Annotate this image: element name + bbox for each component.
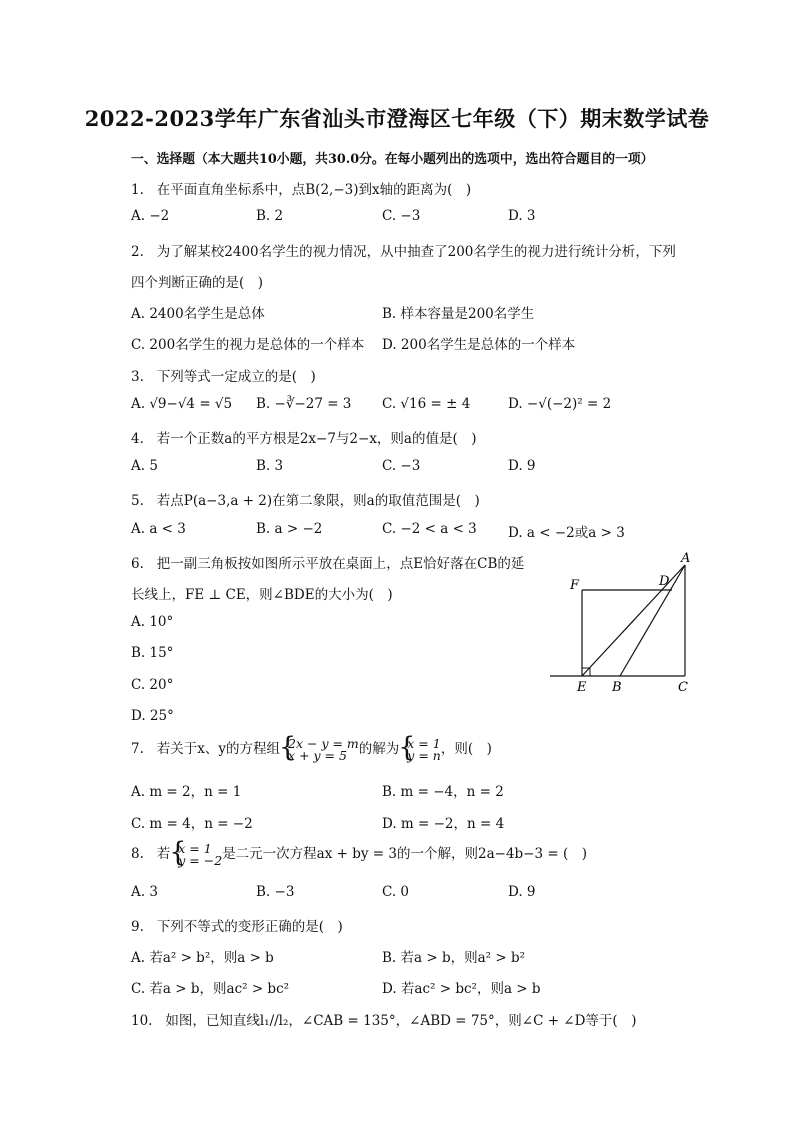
option-c: C. 若a > b，则ac² > bc²	[131, 981, 290, 997]
option-b: B. −3	[256, 884, 295, 900]
option-b: B. m = −4，n = 2	[382, 784, 504, 800]
question-number: 6.	[131, 556, 144, 572]
question-5	[131, 489, 480, 509]
question-6	[131, 552, 524, 572]
question-number: 8.	[131, 846, 144, 862]
solution-system: { x = 1 y = n	[399, 738, 441, 762]
question-number: 3.	[131, 369, 144, 385]
question-4	[131, 427, 477, 447]
option-c: C. m = 4，n = −2	[131, 816, 253, 832]
option-b: B. 样本容量是200名学生	[382, 306, 535, 322]
side-ea	[582, 565, 685, 676]
side-ba	[620, 565, 685, 676]
option-d: D. −√(−2)² = 2	[508, 396, 612, 412]
question-number: 7.	[131, 741, 144, 757]
page-title: 2022-2023学年广东省汕头市澄海区七年级（下）期末数学试卷	[84, 106, 710, 131]
option-a: A. 5	[131, 458, 158, 474]
option-d: D. a < −2或a > 3	[508, 525, 625, 541]
option-b: B. 若a > b，则a² > b²	[382, 950, 525, 966]
label-f: F	[570, 578, 580, 593]
option-d: D. 3	[508, 208, 536, 224]
option-d: D. 200名学生是总体的一个样本	[382, 337, 576, 353]
label-d: D	[659, 574, 670, 589]
option-d: D. 9	[508, 458, 536, 474]
option-b: B. a > −2	[256, 521, 323, 537]
question-text: 若	[156, 846, 171, 862]
solution-system: { x = 1 y = −2	[170, 843, 222, 867]
question-number: 1.	[131, 182, 144, 198]
question-text-tail: 是二元一次方程ax + by = 3的一个解，则2a−4b−3 = ( )	[222, 846, 588, 862]
option-d: D. m = −2，n = 4	[382, 816, 505, 832]
triangle-figure	[545, 548, 705, 698]
question-text: 若关于x、y的方程组	[156, 741, 281, 757]
option-a: A. 3	[131, 884, 158, 900]
option-b: B. 2	[256, 208, 284, 224]
option-a: A. 若a² > b²，则a > b	[131, 950, 274, 966]
question-number: 10.	[131, 1013, 153, 1029]
label-b: B	[612, 680, 622, 695]
option-b: B. −∛−27 = 3	[256, 396, 352, 412]
question-text: 下列等式一定成立的是( )	[156, 369, 316, 385]
option-a: A. 2400名学生是总体	[131, 306, 265, 322]
label-a: A	[681, 551, 691, 566]
equation-system: { 2x − y = m x + y = 5	[280, 738, 359, 762]
question-number: 5.	[131, 493, 144, 509]
question-2	[131, 240, 676, 260]
option-c: C. 0	[382, 884, 410, 900]
option-c: C. −3	[382, 458, 421, 474]
question-1	[131, 178, 471, 198]
question-text: 若一个正数a的平方根是2x−7与2−x，则a的值是( )	[156, 431, 477, 447]
option-a: A. −2	[131, 208, 170, 224]
question-10	[131, 1009, 636, 1029]
question-number: 9.	[131, 919, 144, 935]
question-3	[131, 365, 316, 385]
option-c: C. −3	[382, 208, 421, 224]
question-7	[131, 737, 492, 762]
question-8	[131, 842, 587, 867]
option-d: D. 9	[508, 884, 536, 900]
option-a: A. a < 3	[131, 521, 186, 537]
question-number: 4.	[131, 431, 144, 447]
section-heading: 一、选择题（本大题共10小题，共30.0分。在每小题列出的选项中，选出符合题目的一项）	[131, 152, 654, 167]
question-text: 如图，已知直线l₁//l₂，∠CAB = 135°，∠ABD = 75°，则∠C + ∠D等于( )	[165, 1013, 637, 1029]
option-a: A. 10°	[131, 614, 174, 630]
question-text: 下列不等式的变形正确的是( )	[156, 919, 343, 935]
question-6-line-2: 长线上，FE ⊥ CE，则∠BDE的大小为( )	[131, 587, 393, 603]
question-text-tail: ，则( )	[440, 741, 492, 757]
option-b: B. 3	[256, 458, 284, 474]
question-text: 把一副三角板按如图所示平放在桌面上，点E恰好落在CB的延	[156, 556, 525, 572]
question-text-mid: 的解为	[358, 741, 400, 757]
option-c: C. 200名学生的视力是总体的一个样本	[131, 337, 365, 353]
option-c: C. √16 = ± 4	[382, 396, 471, 412]
option-c: C. −2 < a < 3	[382, 521, 477, 537]
question-text: 在平面直角坐标系中，点B(2,−3)到x轴的距离为( )	[156, 182, 472, 198]
option-c: C. 20°	[131, 677, 174, 693]
option-a: A. m = 2，n = 1	[131, 784, 242, 800]
question-9	[131, 915, 343, 935]
option-d: D. 25°	[131, 708, 174, 724]
question-2-line-2: 四个判断正确的是( )	[131, 275, 264, 291]
question-text: 若点P(a−3,a + 2)在第二象限，则a的取值范围是( )	[156, 493, 480, 509]
label-c: C	[678, 680, 688, 695]
option-b: B. 15°	[131, 645, 174, 661]
option-d: D. 若ac² > bc²，则a > b	[382, 981, 541, 997]
question-text: 为了解某校2400名学生的视力情况，从中抽查了200名学生的视力进行统计分析，下列	[156, 244, 676, 260]
question-number: 2.	[131, 244, 144, 260]
option-a: A. √9−√4 = √5	[131, 396, 233, 412]
label-e: E	[577, 680, 587, 695]
